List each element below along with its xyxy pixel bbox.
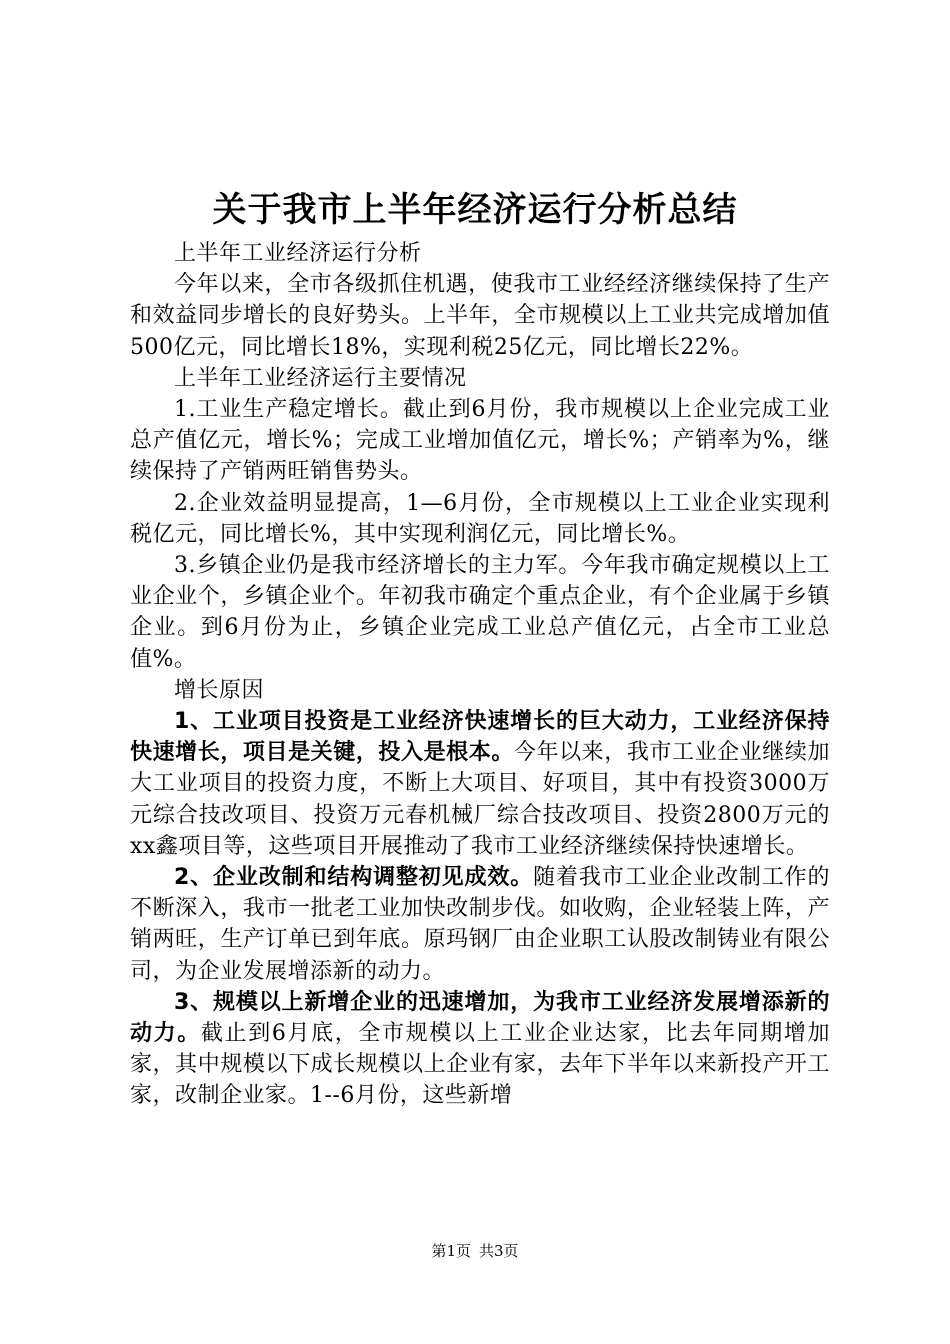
- paragraph-text: 2.企业效益明显提高，1—6月份，全市规模以上工业企业实现利税亿元，同比增长%，其中实现利润亿元，同比增长%。: [130, 490, 830, 547]
- paragraph-text: 截止到6月底，全市规模以上工业企业达家，比去年同期增加家，其中规模以下成长规模以上企业有家，去年下半年以来新投产开工家，改制企业家。1--6月份，这些新增: [130, 1021, 830, 1109]
- paragraph-text: 今年以来，全市各级抓住机遇，使我市工业经经济继续保持了生产和效益同步增长的良好势头。上半年，全市规模以上工业共完成增加值500亿元，同比增长18%，实现利税25亿元，同比增长22%。: [130, 272, 830, 360]
- paragraph: [130, 269, 830, 363]
- paragraph: [130, 488, 830, 550]
- section-heading: [130, 675, 830, 706]
- paragraph: [130, 394, 830, 488]
- paragraph-lead: 3、规模以上新增企业的迅速增加，为我市工业经济发展增添新的动力。: [130, 989, 830, 1047]
- page-footer: [0, 1240, 950, 1262]
- paragraph-text: 上半年工业经济运行主要情况: [174, 365, 467, 391]
- paragraph-text: 3.乡镇企业仍是我市经济增长的主力军。今年我市确定规模以上工业企业个，乡镇企业个。年初我市确定个重点企业，有个企业属于乡镇企业。到6月份为止，乡镇企业完成工业总产值亿元，占全市工业总值%。: [130, 553, 830, 672]
- paragraph-text: 1.工业生产稳定增长。截止到6月份，我市规模以上企业完成工业总产值亿元，增长%；完成工业增加值亿元，增长%；产销率为%，继续保持了产销两旺销售势头。: [130, 397, 830, 485]
- page-total: 共3页: [479, 1242, 519, 1260]
- paragraph: [130, 987, 830, 1112]
- paragraph: [130, 706, 830, 862]
- paragraph: [130, 550, 830, 675]
- paragraph-text: 上半年工业经济运行分析: [174, 241, 422, 266]
- paragraph-lead: 1、工业项目投资是工业经济快速增长的巨大动力，工业经济保持快速增长，项目是关键，投入是根本。: [130, 709, 830, 766]
- document-title: 关于我市上半年经济运行分析总结: [212, 190, 738, 230]
- paragraph-lead: 2、企业改制和结构调整初见成效。: [174, 865, 534, 891]
- paragraph-text: 增长原因: [174, 677, 265, 703]
- document-body: [130, 238, 830, 1112]
- paragraph-text: 今年以来，我市工业企业继续加大工业项目的投资力度，不断上大项目、好项目，其中有投资3000万元综合技改项目、投资万元春机械厂综合技改项目、投资2800万元的xx鑫项目等，这些项目开展推动了我市工业经济继续保持快速增长。: [130, 740, 830, 859]
- paragraph-text: 随着我市工业企业改制工作的不断深入，我市一批老工业加快改制步伐。如收购，企业轻装上阵，产销两旺，生产订单已到年底。原玛钢厂由企业职工认股改制铸业有限公司，为企业发展增添新的动力。: [130, 865, 830, 984]
- section-heading: [130, 363, 830, 394]
- section-heading: [130, 238, 830, 269]
- page-number: 第1页: [431, 1242, 471, 1260]
- paragraph: [130, 862, 830, 987]
